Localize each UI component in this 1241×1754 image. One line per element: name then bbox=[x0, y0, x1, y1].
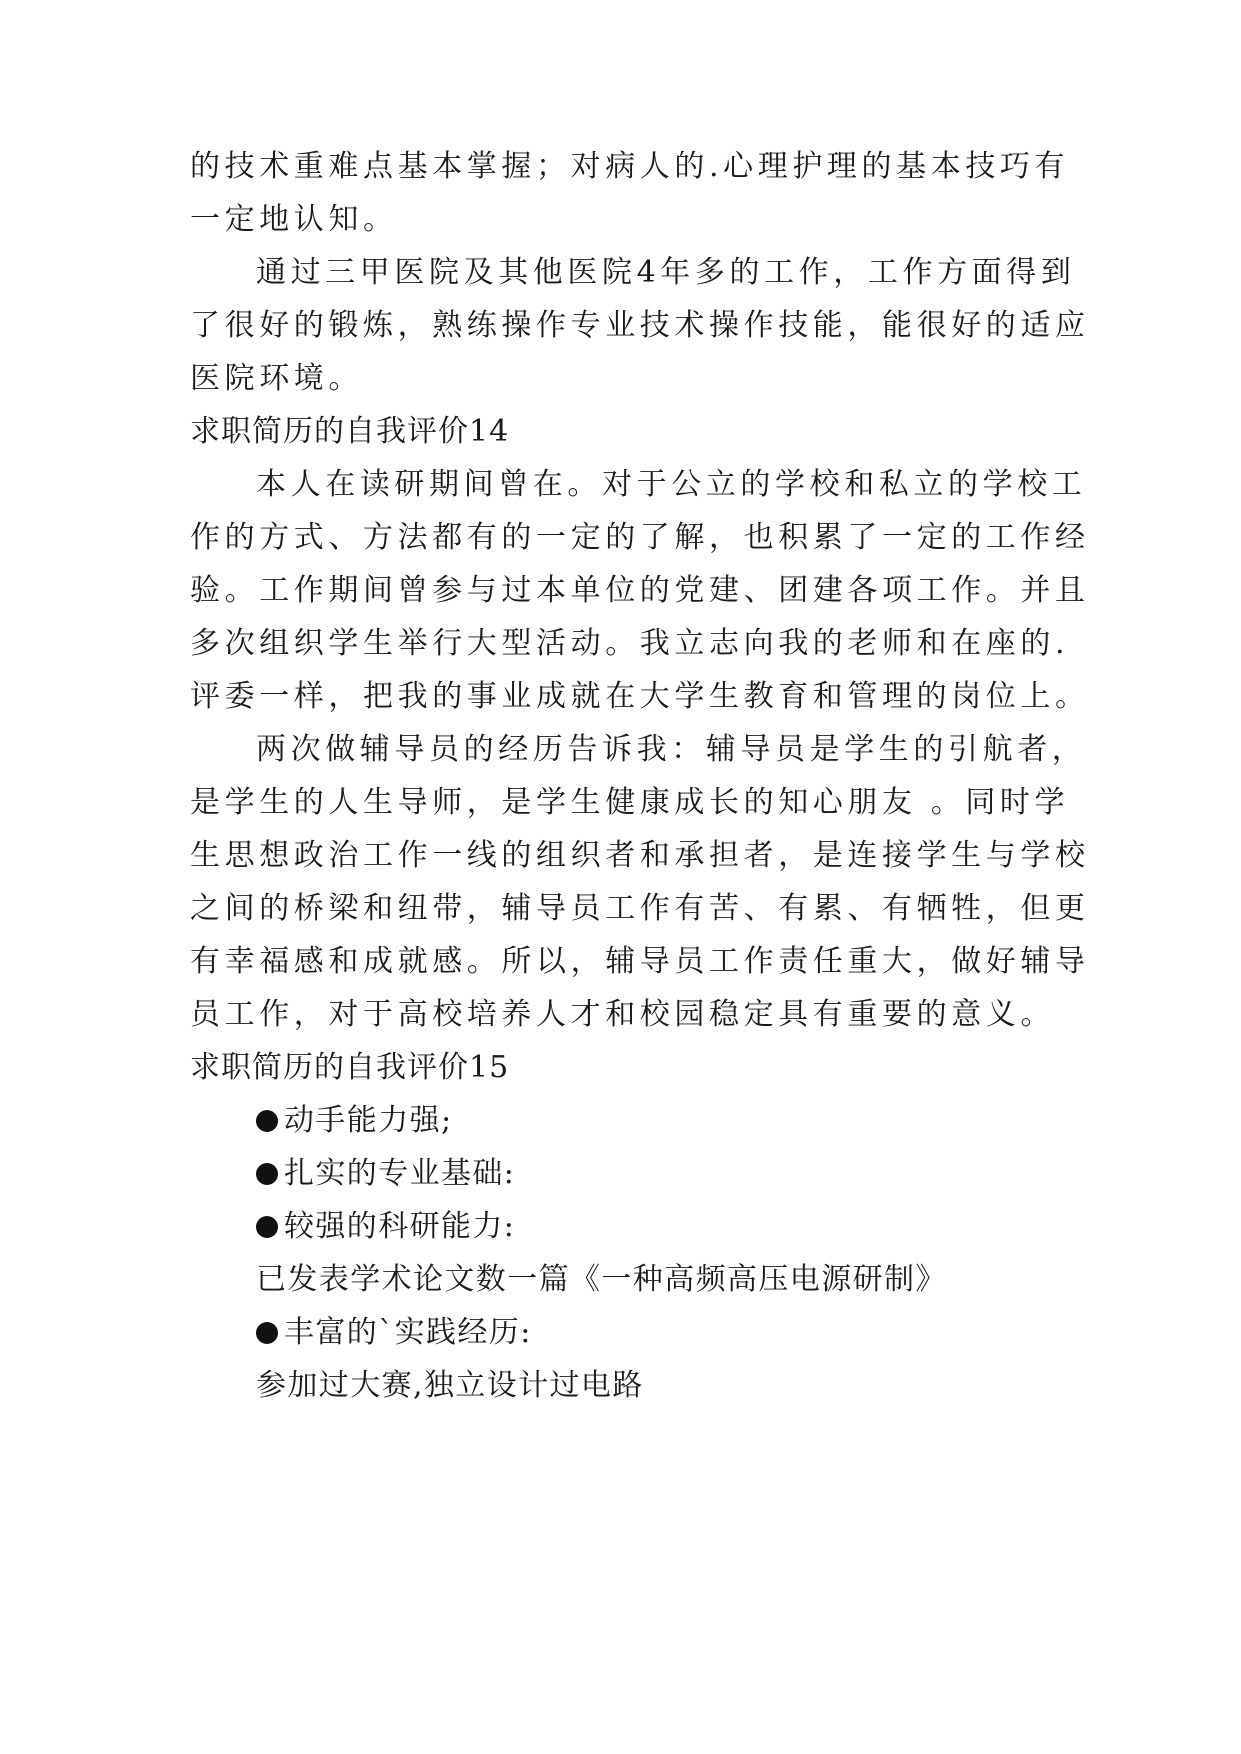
paragraph-line: 员工作，对于高校培养人才和校园稳定具有重要的意义。 bbox=[190, 997, 1055, 1032]
list-item-text: 丰富的`实践经历: bbox=[284, 1315, 532, 1350]
bullet-icon bbox=[256, 1322, 278, 1344]
paragraph-line: 的技术重难点基本掌握；对病人的.心理护理的基本技巧有 bbox=[190, 149, 1070, 184]
paragraph-line: 作的方式、方法都有的一定的了解，也积累了一定的工作经 bbox=[190, 520, 1090, 555]
section-heading: 求职简历的自我评价15 bbox=[190, 1050, 510, 1085]
list-item-detail: 参加过大赛,独立设计过电路 bbox=[256, 1368, 644, 1403]
bullet-icon bbox=[256, 1163, 278, 1185]
list-item-text: 动手能力强; bbox=[284, 1103, 453, 1138]
list-item bbox=[256, 1101, 453, 1141]
list-item bbox=[256, 1313, 532, 1353]
bullet-icon bbox=[256, 1216, 278, 1238]
paragraph-line: 有幸福感和成就感。所以，辅导员工作责任重大，做好辅导 bbox=[190, 944, 1090, 979]
paragraph-line: 多次组织学生举行大型活动。我立志向我的老师和在座的. bbox=[190, 626, 1070, 661]
list-item-text: 扎实的专业基础: bbox=[284, 1156, 516, 1191]
paragraph-line: 是学生的人生导师，是学生健康成长的知心朋友 。同时学 bbox=[190, 785, 1070, 820]
paragraph-line: 了很好的锻炼，熟练操作专业技术操作技能，能很好的适应 bbox=[190, 308, 1090, 343]
paragraph-line: 之间的桥梁和纽带，辅导员工作有苦、有累、有牺牲，但更 bbox=[190, 891, 1090, 926]
paragraph-line: 通过三甲医院及其他医院4年多的工作，工作方面得到 bbox=[256, 255, 1076, 290]
section-heading: 求职简历的自我评价14 bbox=[190, 414, 510, 449]
paragraph-line: 评委一样，把我的事业成就在大学生教育和管理的岗位上。 bbox=[190, 679, 1090, 714]
list-item-detail: 已发表学术论文数一篇《一种高频高压电源研制》 bbox=[256, 1262, 947, 1297]
paragraph-line: 生思想政治工作一线的组织者和承担者，是连接学生与学校 bbox=[190, 838, 1090, 873]
paragraph-line: 两次做辅导员的经历告诉我：辅导员是学生的引航者， bbox=[256, 732, 1087, 767]
list-item bbox=[256, 1154, 515, 1194]
bullet-icon bbox=[256, 1110, 278, 1132]
paragraph-line: 本人在读研期间曾在。对于公立的学校和私立的学校工 bbox=[256, 467, 1087, 502]
list-item-text: 较强的科研能力: bbox=[284, 1209, 516, 1244]
paragraph-line: 一定地认知。 bbox=[190, 202, 398, 237]
paragraph-line: 医院环境。 bbox=[190, 361, 363, 396]
list-item bbox=[256, 1207, 515, 1247]
paragraph-line: 验。工作期间曾参与过本单位的党建、团建各项工作。并且 bbox=[190, 573, 1090, 608]
